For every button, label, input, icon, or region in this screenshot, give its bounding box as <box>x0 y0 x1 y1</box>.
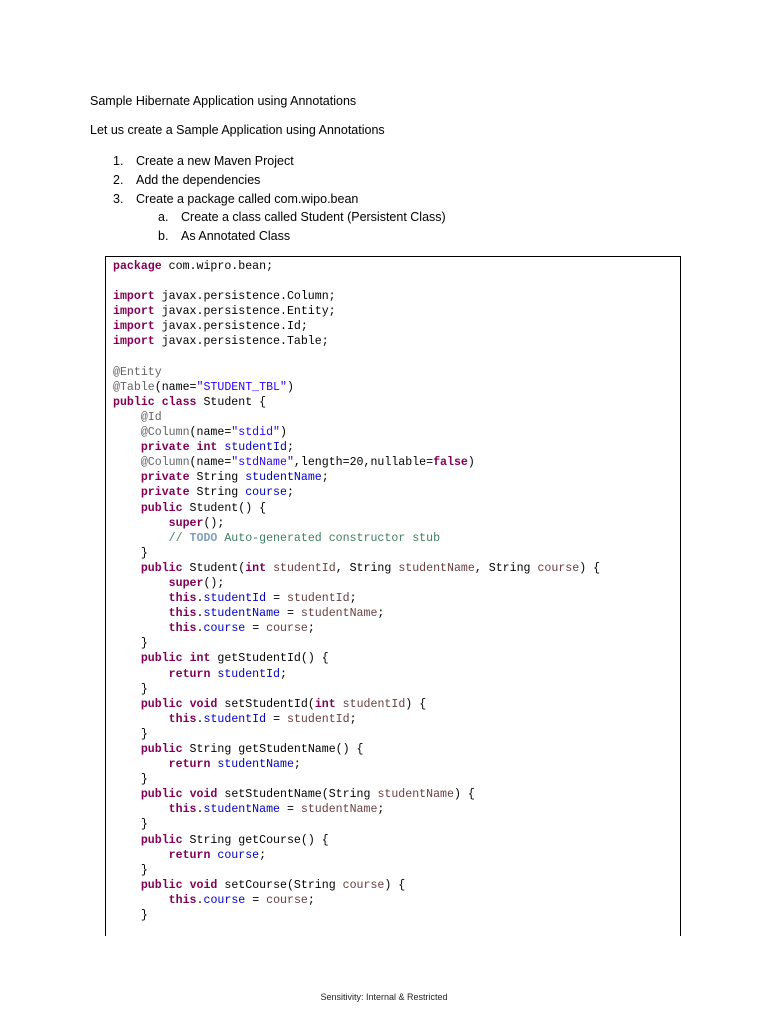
code-line: this.studentName = studentName; <box>168 803 385 817</box>
list-text: Add the dependencies <box>136 172 261 187</box>
code-line: } <box>113 909 148 923</box>
code-line: public String getStudentName() { <box>140 743 364 756</box>
code-line: package com.wipro.bean; <box>113 260 274 273</box>
code-line: @Table(name="STUDENT_TBL") <box>113 380 294 394</box>
code-line: public void setStudentId(int studentId) { <box>140 697 427 711</box>
code-line: this.course = course; <box>168 622 315 636</box>
list-number: 3. <box>113 191 124 206</box>
code-line: import javax.persistence.Table; <box>113 335 329 349</box>
code-line: } <box>113 546 148 560</box>
list-number: a. <box>158 210 169 224</box>
list-text: Create a package called com.wipo.bean <box>136 191 359 206</box>
code-listing <box>113 259 600 923</box>
code-block <box>105 256 681 936</box>
list-text: Create a new Maven Project <box>136 154 294 168</box>
code-line: this.studentName = studentName; <box>168 607 385 621</box>
code-line: import javax.persistence.Entity; <box>113 305 336 319</box>
code-line: public void setStudentName(String studentName) { <box>140 788 475 802</box>
code-line: } <box>113 818 148 832</box>
code-line: public int getStudentId() { <box>140 652 329 666</box>
code-line: private String studentName; <box>140 471 329 485</box>
code-line: return studentId; <box>168 667 287 681</box>
list-text: As Annotated Class <box>181 228 291 243</box>
code-line: @Id <box>140 410 162 424</box>
code-line: import javax.persistence.Column; <box>113 290 336 304</box>
code-line: return studentName; <box>168 758 301 772</box>
code-line: } <box>113 727 148 741</box>
code-line <box>113 350 600 365</box>
code-line: @Entity <box>113 365 162 379</box>
code-line: this.course = course; <box>168 893 315 907</box>
code-line: // TODO Auto-generated constructor stub <box>168 531 441 545</box>
code-line: public class Student { <box>113 395 267 409</box>
code-line: public Student(int studentId, String studentName, String course) { <box>140 561 601 575</box>
code-line: this.studentId = studentId; <box>168 712 357 726</box>
document-intro: Let us create a Sample Application using Annotations <box>90 123 385 137</box>
list-number: 2. <box>113 172 124 187</box>
document-heading: Sample Hibernate Application using Annotations <box>90 94 357 108</box>
sensitivity-footer: Sensitivity: Internal & Restricted <box>320 992 448 1002</box>
code-line: import javax.persistence.Id; <box>113 320 308 334</box>
code-line: this.studentId = studentId; <box>168 592 357 606</box>
code-line: @Column(name="stdid") <box>140 426 287 440</box>
list-text: Create a class called Student (Persistent Class) <box>181 210 446 224</box>
code-line: private String course; <box>140 486 294 500</box>
code-line <box>113 274 600 289</box>
code-line: private int studentId; <box>140 441 294 455</box>
code-line: } <box>113 682 148 696</box>
code-line: @Column(name="stdName",length=20,nullable=false) <box>140 456 475 470</box>
code-line: public void setCourse(String course) { <box>140 878 406 892</box>
code-line: super(); <box>168 576 225 590</box>
code-line: public String getCourse() { <box>140 833 329 847</box>
code-line: } <box>113 773 148 787</box>
code-line: } <box>113 863 148 877</box>
code-line: super(); <box>168 516 225 530</box>
list-number: 1. <box>113 154 124 168</box>
code-line: return course; <box>168 848 267 862</box>
code-line: public Student() { <box>140 501 267 515</box>
code-line: } <box>113 637 148 651</box>
list-number: b. <box>158 228 169 243</box>
